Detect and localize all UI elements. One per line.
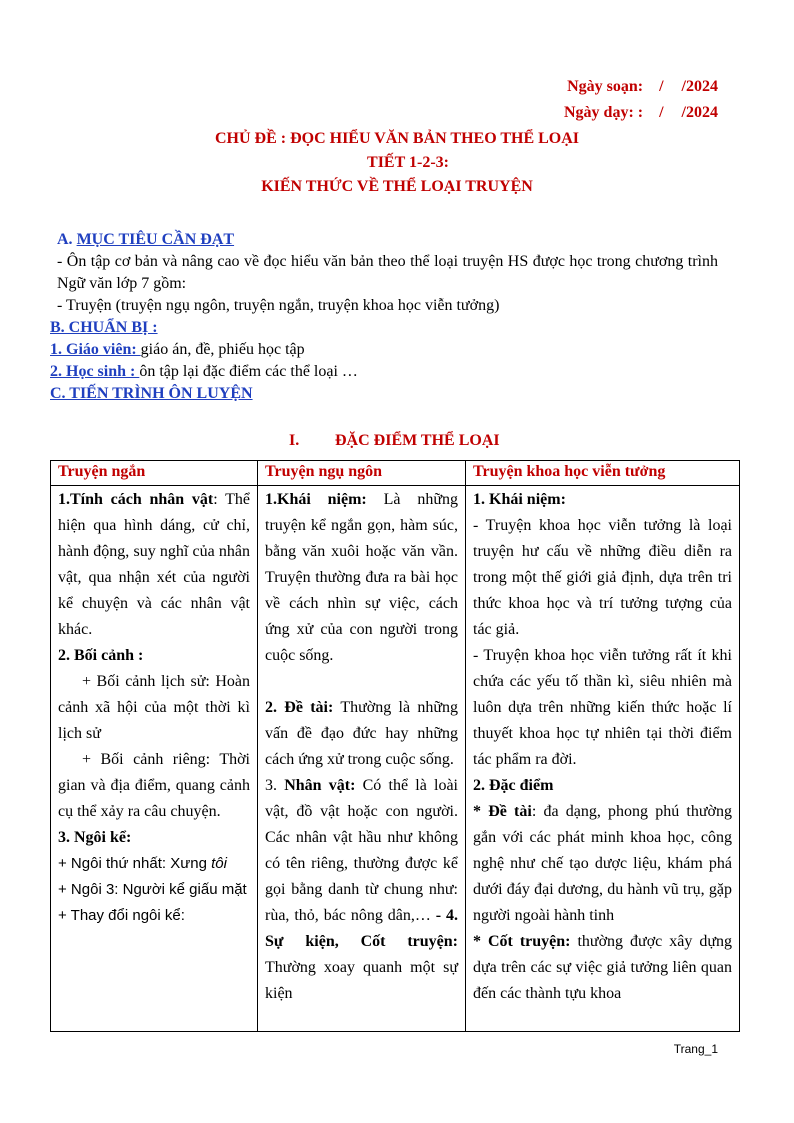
first-person-pronoun: tôi [211,855,227,872]
table-row [51,486,740,1032]
section-a-line-2: - Truyện (truyện ngụ ngôn, truyện ngắn, truyện khoa học viễn tưởng) [57,297,500,314]
section-a-heading [50,229,718,251]
character-text: : Thể hiện qua hình dáng, cử chỉ, hành động, suy nghĩ của nhân vật, qua nhận xét của người kể chuyện và các nhân vật khác. [58,491,250,638]
scifi-definition-b: - Truyện khoa học viễn tưởng rất ít khi chứa các yếu tố thần kì, siêu nhiên mà luôn dựa trên những kiến thức hoặc lí thuyết khoa học tự nhiên tại thời điểm tác phẩm ra đời. [473,647,732,768]
date-block [564,74,718,126]
date-taught-value: / /2024 [659,104,718,121]
scifi-definition-label: 1. Khái niệm: [473,491,566,508]
fable-theme-text: Thường là những vấn đề đạo đức hay những cách ứng xử trong cuộc sống. [265,699,458,768]
cell-science-fiction [466,486,740,1032]
character-label: 1.Tính cách nhân vật [58,491,214,508]
date-prepared [564,74,718,100]
narration-change: + Thay đổi ngôi kể: [58,907,185,924]
teacher-text: giáo án, đề, phiếu học tập [140,341,305,358]
part-one-number: I. [289,432,300,449]
short-story-character [58,487,250,643]
fable-definition-label: 1.Khái niệm: [265,491,367,508]
scifi-plot [473,929,732,1007]
narration-third-person: + Ngôi 3: Người kể giấu mặt [58,881,247,898]
subject-title: KIẾN THỨC VỀ THỂ LOẠI TRUYỆN [261,178,533,195]
title-block [0,127,794,199]
header-science-fiction: Truyện khoa học viễn tưởng [466,461,740,486]
scifi-theme-text: : đa dạng, phong phú thường gắn với các phát minh khoa học, công nghệ như chế tạo dược liệu, khám phá dưới đáy đại dương, du hành vũ trụ, gặp người ngoài hành tinh [473,803,732,924]
fable-characters-label: Nhân vật: [284,777,356,794]
student-label: 2. Học sinh : [50,363,140,380]
date-taught [564,100,718,126]
setting-historical: + Bối cảnh lịch sử: Hoàn cảnh xã hội của một thời kì lịch sử [58,673,250,742]
student-text: ôn tập lại đặc điểm các thể loại … [139,363,358,380]
scifi-theme [473,799,732,929]
header-fable: Truyện ngụ ngôn [258,461,466,486]
fable-plot-label: - 4. Sự kiện, Cốt truyện: [265,907,459,950]
narration-label: 3. Ngôi kể: [58,829,132,846]
section-b-heading: B. CHUẨN BỊ : [50,319,158,336]
section-a-title: MỤC TIÊU CẦN ĐẠT [76,231,235,248]
scifi-definition-a: - Truyện khoa học viễn tưởng là loại truyện hư cấu về những điều diễn ra trong một thế giới giả định, dựa trên tri thức khoa học và trí tưởng tượng của tác giả. [473,517,732,638]
intro-sections [50,229,718,405]
narration-first-person [58,851,250,877]
table-header-row [51,461,740,486]
topic-title: CHỦ ĐỀ : ĐỌC HIỂU VĂN BẢN THEO THỂ LOẠI [214,130,580,147]
cell-fable [258,486,466,1032]
header-short-story: Truyện ngắn [51,461,258,486]
fable-theme-label: 2. Đề tài: [265,699,334,716]
teacher-label: 1. Giáo viên: [50,341,141,358]
fable-definition-text: Là những truyện kể ngắn gọn, hàm súc, bằng văn xuôi hoặc văn vần. Truyện thường đưa ra bài học về cách nhìn sự việc, cách ứng xử của con người trong cuộc sống. [265,491,459,664]
fable-characters-text: Có thể là loài vật, đồ vật hoặc con người. Các nhân vật hầu như không có tên riêng, thường được kể gọi bằng danh từ chung như: rùa, thỏ, bác nông dân,… [265,777,458,924]
fable-characters-prefix: 3. [265,777,285,794]
scifi-theme-label: * Đề tài [473,803,532,820]
page-number: Trang_1 [673,1042,718,1056]
date-prepared-label: Ngày soạn: [567,78,644,95]
section-a-line-1: - Ôn tập cơ bản và nâng cao về đọc hiểu văn bản theo thể loại truyện HS được học trong chương trình Ngữ văn lớp 7 gồm: [57,253,718,292]
setting-specific: + Bối cảnh riêng: Thời gian và địa điểm, quang cảnh cụ thể xảy ra câu chuyện. [58,751,250,820]
first-person-text: + Ngôi thứ nhất: Xưng [58,855,212,872]
date-prepared-value: / /2024 [659,78,718,95]
scifi-plot-label: * Cốt truyện: [473,933,571,950]
fable-theme [265,695,458,773]
genre-characteristics-table [50,460,740,1032]
cell-short-story [51,486,258,1032]
fable-definition [265,487,458,669]
part-one-title: ĐẶC ĐIỂM THỂ LOẠI [335,432,500,449]
section-b-teacher [50,339,718,361]
date-taught-label: Ngày dạy: : [564,104,644,121]
scifi-plot-text: thường được xây dựng dựa trên các sự việc giả tưởng liên quan đến các thành tựu khoa [473,933,732,1002]
section-a-prefix: A. [57,231,77,248]
fable-characters [265,773,458,1007]
section-b-student [50,361,718,383]
section-c-heading: C. TIẾN TRÌNH ÔN LUYỆN [50,385,253,402]
fable-plot-text: Thường xoay quanh một sự kiện [265,959,458,1002]
scifi-features-label: 2. Đặc điểm [473,777,554,794]
spacer [265,669,458,695]
setting-label: 2. Bối cảnh : [58,647,144,664]
lesson-title: TIẾT 1-2-3: [367,154,449,171]
